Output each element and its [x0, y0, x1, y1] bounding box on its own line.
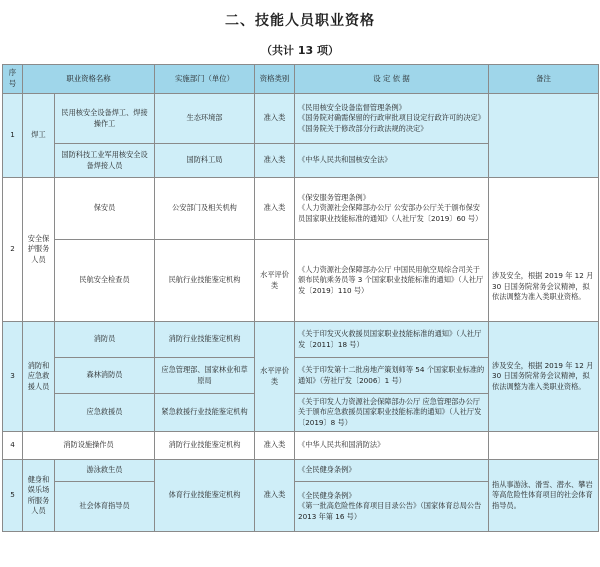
qualification-name: 消防员: [55, 322, 155, 358]
basis-cell: [295, 394, 489, 432]
basis-line: 《中华人民共和国核安全法》: [298, 155, 392, 165]
dept-cell: 国防科工局: [155, 144, 255, 178]
note-cell: [489, 94, 599, 178]
dept-cell: 消防行业技能鉴定机构: [155, 322, 255, 358]
type-cell: 准入类: [255, 178, 295, 240]
basis-line: 《人力资源社会保障部办公厅 中国民用航空局综合司关于颁布民航乘务员等 3 个国家职业技能标准的通知》（人社厅发〔2019〕110 号）: [298, 264, 484, 295]
table-header-row: [3, 65, 599, 94]
basis-line: 《全民健身条例》: [298, 465, 356, 475]
header-type: 资格类别: [255, 65, 295, 94]
table-row: [3, 432, 599, 460]
qualification-name: 游泳救生员: [55, 460, 155, 482]
basis-cell: [295, 240, 489, 322]
note-cell: 指从事游泳、滑雪、潜水、攀岩等高危险性体育项目的社会体育指导员。: [489, 460, 599, 532]
page-title: 二、技能人员职业资格: [225, 13, 375, 29]
row-no: 5: [3, 460, 23, 532]
basis-cell: [295, 460, 489, 482]
qualification-name: 应急救援员: [55, 394, 155, 432]
qualification-name: 国防科技工业军用核安全设备焊接人员: [55, 144, 155, 178]
basis-line: 《国务院对确需保留的行政审批项目设定行政许可的决定》: [298, 113, 485, 123]
dept-cell: 民航行业技能鉴定机构: [155, 240, 255, 322]
header-basis: 设 定 依 据: [295, 65, 489, 94]
page-subtitle: （共计 13 项）: [261, 44, 339, 57]
header-note: 备注: [489, 65, 599, 94]
type-cell: 水平评价类: [255, 240, 295, 322]
qualification-name: 消防设施操作员: [23, 432, 155, 460]
qualification-name: 保安员: [55, 178, 155, 240]
basis-line: 《民用核安全设备监督管理条例》: [298, 102, 406, 112]
table-row: [3, 322, 599, 358]
dept-cell: 紧急救援行业技能鉴定机构: [155, 394, 255, 432]
dept-cell: 公安部门及相关机构: [155, 178, 255, 240]
table-row: [3, 460, 599, 482]
type-cell: 准入类: [255, 94, 295, 144]
basis-line: 《人力资源社会保障部办公厅 公安部办公厅关于颁布保安员国家职业技能标准的通知》（人社厅发〔2019〕60 号）: [298, 203, 483, 223]
dept-cell: 生态环境部: [155, 94, 255, 144]
dept-cell: 体育行业技能鉴定机构: [155, 460, 255, 532]
basis-cell: [295, 144, 489, 178]
qualification-name: 社会体育指导员: [55, 482, 155, 532]
basis-line: 《第一批高危险性体育项目目录公告》（国家体育总局公告 2013 年第 16 号）: [298, 501, 482, 521]
basis-line: 《关于印发灭火救援员国家职业技能标准的通知》（人社厅发〔2011〕18 号）: [298, 329, 482, 349]
basis-cell: [295, 432, 489, 460]
row-no: 2: [3, 178, 23, 322]
basis-cell: [295, 358, 489, 394]
note-cell: [489, 432, 599, 460]
table-row: [3, 94, 599, 144]
table-row: [3, 178, 599, 240]
dept-cell: 消防行业技能鉴定机构: [155, 432, 255, 460]
group-name: 消防和应急救援人员: [23, 322, 55, 432]
basis-line: 《国务院关于修改部分行政法规的决定》: [298, 123, 428, 133]
basis-line: 《关于印发人力资源社会保障部办公厅 应急管理部办公厅关于颁布应急救援员国家职业技能标准的通知》（人社厅发〔2019〕8 号）: [298, 396, 482, 427]
qualification-name: 民航安全检查员: [55, 240, 155, 322]
qualification-table: [2, 64, 599, 532]
note-cell: 涉及安全，根据 2019 年 12 月 30 日国务院常务会议精神，拟依法调整为准入类职业资格。: [489, 178, 599, 322]
type-cell: 准入类: [255, 460, 295, 532]
basis-cell: [295, 178, 489, 240]
header-name: 职业资格名称: [23, 65, 155, 94]
group-name: 安全保护服务人员: [23, 178, 55, 322]
header-no: 序号: [3, 65, 23, 94]
basis-cell: [295, 94, 489, 144]
row-no: 4: [3, 432, 23, 460]
header-dept: 实施部门（单位）: [155, 65, 255, 94]
row-no: 1: [3, 94, 23, 178]
qualification-name: 民用核安全设备焊工、焊接操作工: [55, 94, 155, 144]
type-cell: 水平评价类: [255, 322, 295, 432]
basis-line: 《全民健身条例》: [298, 490, 356, 500]
type-cell: 准入类: [255, 432, 295, 460]
basis-line: 《保安服务管理条例》: [298, 192, 370, 202]
qualification-name: 森林消防员: [55, 358, 155, 394]
dept-cell: 应急管理部、国家林业和草原局: [155, 358, 255, 394]
basis-cell: [295, 482, 489, 532]
basis-line: 《关于印发第十二批房地产策划师等 54 个国家职业标准的通知》（劳社厅发〔2006〕1 号）: [298, 365, 485, 385]
note-cell: 涉及安全，根据 2019 年 12 月 30 日国务院常务会议精神，拟依法调整为准入类职业资格。: [489, 322, 599, 432]
basis-line: 《中华人民共和国消防法》: [298, 440, 385, 450]
group-name: 健身和娱乐场所服务人员: [23, 460, 55, 532]
type-cell: 准入类: [255, 144, 295, 178]
basis-cell: [295, 322, 489, 358]
group-name: 焊工: [23, 94, 55, 178]
row-no: 3: [3, 322, 23, 432]
